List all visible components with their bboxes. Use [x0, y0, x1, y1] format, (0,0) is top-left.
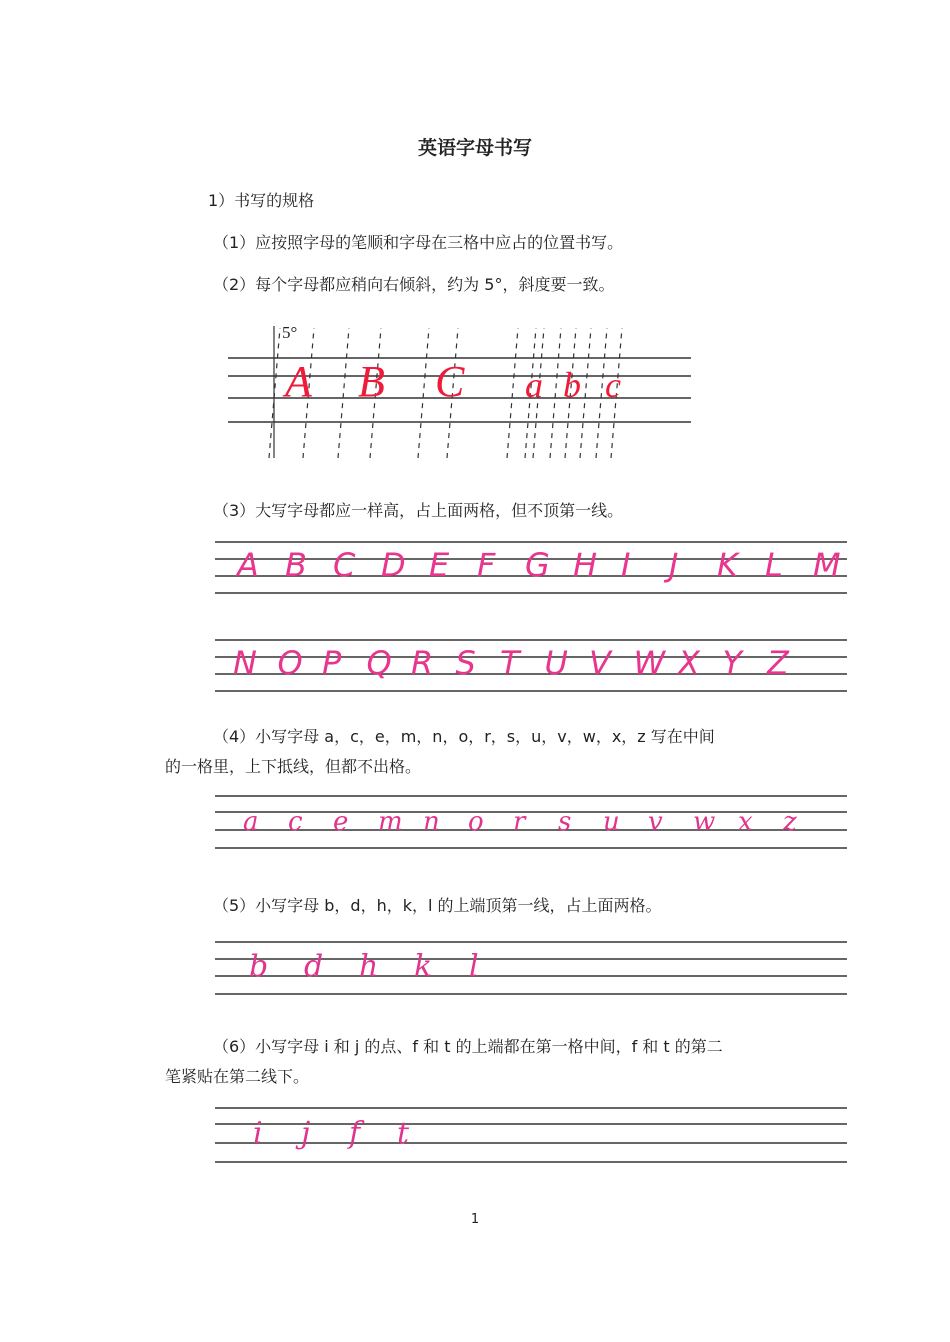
- lowercase-letter: z: [783, 807, 797, 837]
- uppercase-letter: W: [633, 644, 666, 682]
- uppercase-letter: Y: [722, 644, 743, 682]
- slant-dashed-line: [507, 328, 518, 458]
- slant-letter: c: [605, 365, 621, 405]
- uppercase-letter: O: [277, 644, 303, 682]
- lowercase-letter: h: [359, 949, 379, 984]
- uppercase-letter: R: [411, 644, 434, 682]
- slant-letter: a: [525, 365, 543, 405]
- uppercase-letter: V: [589, 644, 611, 682]
- uppercase-letter: M: [813, 546, 841, 584]
- uppercase-letter: U: [544, 644, 568, 682]
- uppercase-letter: Z: [767, 644, 789, 682]
- lowercase-letter: m: [378, 807, 403, 837]
- uppercase-letter: N: [233, 644, 257, 682]
- uppercase-letter: X: [678, 644, 700, 682]
- uppercase-letter: C: [333, 546, 356, 584]
- page-title: 英语字母书写: [417, 137, 532, 159]
- lowercase-letter: j: [301, 1116, 311, 1151]
- lowercase-letter: x: [738, 807, 753, 837]
- slant-letter: b: [563, 365, 581, 405]
- angle-label: 5°: [282, 323, 298, 342]
- slant-dashed-line: [580, 328, 591, 458]
- lowercase-special-row: [213, 1102, 849, 1166]
- slant-dashed-line: [338, 328, 349, 458]
- lowercase-letter: t: [397, 1116, 410, 1151]
- rule-1: （1）应按照字母的笔顺和字母在三格中应占的位置书写。: [213, 233, 624, 252]
- rule-4-line-2: 的一格里，上下抵线，但都不出格。: [165, 757, 422, 776]
- page-number: 1: [470, 1212, 480, 1227]
- lowercase-letter: v: [648, 807, 663, 837]
- uppercase-letter: P: [322, 644, 342, 682]
- lowercase-letter: k: [414, 949, 433, 984]
- lowercase-letter: e: [333, 807, 349, 837]
- uppercase-letter: K: [717, 546, 738, 584]
- uppercase-letter: Q: [366, 644, 392, 682]
- rule-3: （3）大写字母都应一样高，占上面两格，但不顶第一线。: [213, 501, 624, 520]
- slant-dashed-line: [550, 328, 561, 458]
- lowercase-letter: s: [558, 807, 572, 837]
- uppercase-row-2: [213, 634, 849, 698]
- uppercase-letter: I: [621, 546, 631, 584]
- rule-6-line-2: 笔紧贴在第二线下。: [165, 1067, 310, 1086]
- slant-letter: B: [358, 357, 385, 406]
- uppercase-letter: F: [477, 546, 496, 584]
- rule-2: （2）每个字母都应稍向右倾斜，约为 5°，斜度要一致。: [213, 275, 615, 294]
- lowercase-middle-row: [213, 790, 849, 854]
- uppercase-letter: J: [669, 546, 679, 584]
- lowercase-tall-row: [213, 936, 849, 1000]
- uppercase-letter: E: [429, 546, 450, 584]
- lowercase-letter: d: [304, 949, 324, 984]
- lowercase-letter: o: [468, 807, 484, 837]
- lowercase-letter: a: [243, 807, 259, 837]
- slant-letter: A: [285, 357, 312, 406]
- uppercase-row-1: [213, 536, 849, 600]
- uppercase-letter: B: [285, 546, 307, 584]
- rule-6-line-1: （6）小写字母 i 和 j 的点、f 和 t 的上端都在第一格中间，f 和 t 的第二: [213, 1037, 723, 1056]
- uppercase-letter: H: [573, 546, 598, 584]
- lowercase-letter: w: [693, 807, 716, 837]
- uppercase-letter: D: [381, 546, 406, 584]
- slant-dashed-line: [418, 328, 429, 458]
- uppercase-letter: T: [500, 644, 520, 682]
- uppercase-letter: G: [525, 546, 550, 584]
- uppercase-letter: S: [455, 644, 476, 682]
- section-heading: 1）书写的规格: [208, 191, 315, 210]
- lowercase-letter: i: [253, 1116, 263, 1151]
- lowercase-letter: l: [469, 949, 479, 984]
- lowercase-letter: b: [249, 949, 269, 984]
- rule-5: （5）小写字母 b，d，h，k，l 的上端顶第一线，占上面两格。: [213, 896, 662, 915]
- slant-letter: C: [435, 357, 465, 406]
- slant-figure: [225, 318, 695, 466]
- rule-4-line-1: （4）小写字母 a，c，e，m，n，o，r，s，u，v，w，x，z 写在中间: [213, 727, 715, 746]
- lowercase-letter: c: [288, 807, 303, 837]
- lowercase-letter: u: [603, 807, 620, 837]
- lowercase-letter: f: [349, 1116, 361, 1151]
- lowercase-letter: r: [513, 807, 526, 837]
- lowercase-letter: n: [423, 807, 440, 837]
- uppercase-letter: L: [765, 546, 783, 584]
- uppercase-letter: A: [237, 546, 259, 584]
